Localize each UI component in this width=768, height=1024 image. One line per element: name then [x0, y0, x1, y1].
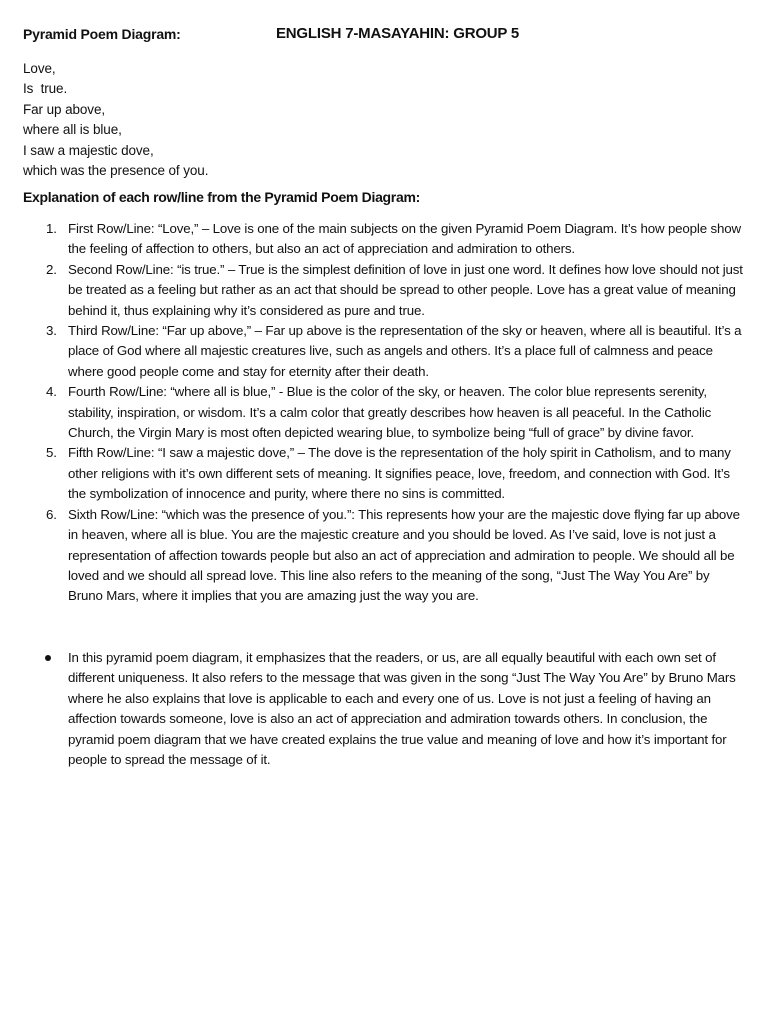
poem-line: where all is blue,	[23, 122, 122, 138]
class-group-title: ENGLISH 7-MASAYAHIN: GROUP 5	[276, 25, 520, 42]
explanation-item	[23, 382, 745, 443]
bullet-icon	[45, 655, 51, 661]
explanation-item	[23, 505, 745, 607]
document-header	[23, 26, 743, 46]
item-number: 3.	[46, 323, 57, 339]
pyramid-poem	[23, 59, 208, 181]
item-text: First Row/Line: “Love,” – Love is one of the main subjects on the given Pyramid Poem Diagram. It’s how people show the feeling of affection to others, but also an act of appreciation and admiration to others.	[68, 221, 741, 257]
item-number: 1.	[46, 221, 57, 236]
poem-line: I saw a majestic dove,	[23, 142, 154, 158]
item-text: Second Row/Line: “is true.” – True is the simplest definition of love in just one word. It defines how love should not just be treated as a feeling but rather as an act that should be spread to other people. Love has a great value of meaning behind it, thus explaining why it’s considered as pure and true.	[68, 261, 743, 318]
item-number: 5.	[46, 445, 57, 461]
conclusion-text: In this pyramid poem diagram, it emphasizes that the readers, or us, are all equally beautiful with each own set of different uniqueness. It also refers to the message that was given in the song “Just The Way You Are” by Bruno Mars where he also explains that love is applicable to each and every one of us. Love is not just a feeling of having an affection towards someone, love is also an act of appreciation and admiration towards others. In conclusion, the pyramid poem diagram that we have created explains the true value and meaning of love and how it’s important for people to spread the message of it.	[68, 650, 736, 768]
item-text: Third Row/Line: “Far up above,” – Far up above is the representation of the sky or heaven, where all is beautiful. It’s a place of God where all majestic creatures live, such as angels and others. It’s a place full of calmness and peace where good people come and stay for eternity after their death.	[68, 323, 742, 379]
poem-line: Love,	[23, 61, 56, 76]
explanation-heading: Explanation of each row/line from the Pyramid Poem Diagram:	[23, 189, 420, 205]
diagram-title: Pyramid Poem Diagram:	[23, 26, 181, 42]
explanation-item	[23, 260, 745, 321]
item-text: Fourth Row/Line: “where all is blue,” - Blue is the color of the sky, or heaven. The color blue represents serenity, stability, inspiration, or wisdom. It’s a calm color that greatly describes how heaven is all peaceful. In the Catholic Church, the Virgin Mary is most often depicted wearing blue, to symbolize being “full of grace” by divine favor.	[68, 384, 712, 441]
poem-line: which was the presence of you.	[23, 163, 209, 179]
item-text: Sixth Row/Line: “which was the presence of you.”: This represents how your are the majestic dove flying far up above in heaven, where all is blue. You are the majestic creature and you should be loved. As I’ve said, love is not just a representation of affection towards people but also an act of appreciation and admiration to people. We should all be loved and we should all spread love. This line also refers to the meaning of the song, “Just The Way You Are” by Bruno Mars, where it implies that you are amazing just the way you are.	[68, 506, 740, 604]
explanation-list	[23, 219, 745, 607]
item-text: Fifth Row/Line: “I saw a majestic dove,” – The dove is the representation of the holy spirit in Catholism, and to many other religions with it’s own different sets of meaning. It signifies peace, love, freedom, and connection with God. It’s the symbolization of innocence and purity, where there no sins is committed.	[68, 445, 731, 502]
poem-line: Far up above,	[23, 101, 106, 117]
item-number: 6.	[46, 506, 57, 522]
explanation-item	[23, 443, 745, 504]
item-number: 4.	[46, 384, 57, 400]
item-number: 2.	[46, 261, 57, 277]
explanation-item	[23, 321, 745, 382]
poem-line: Is true.	[23, 81, 68, 97]
explanation-item	[23, 219, 745, 260]
conclusion-bullet	[23, 648, 745, 770]
